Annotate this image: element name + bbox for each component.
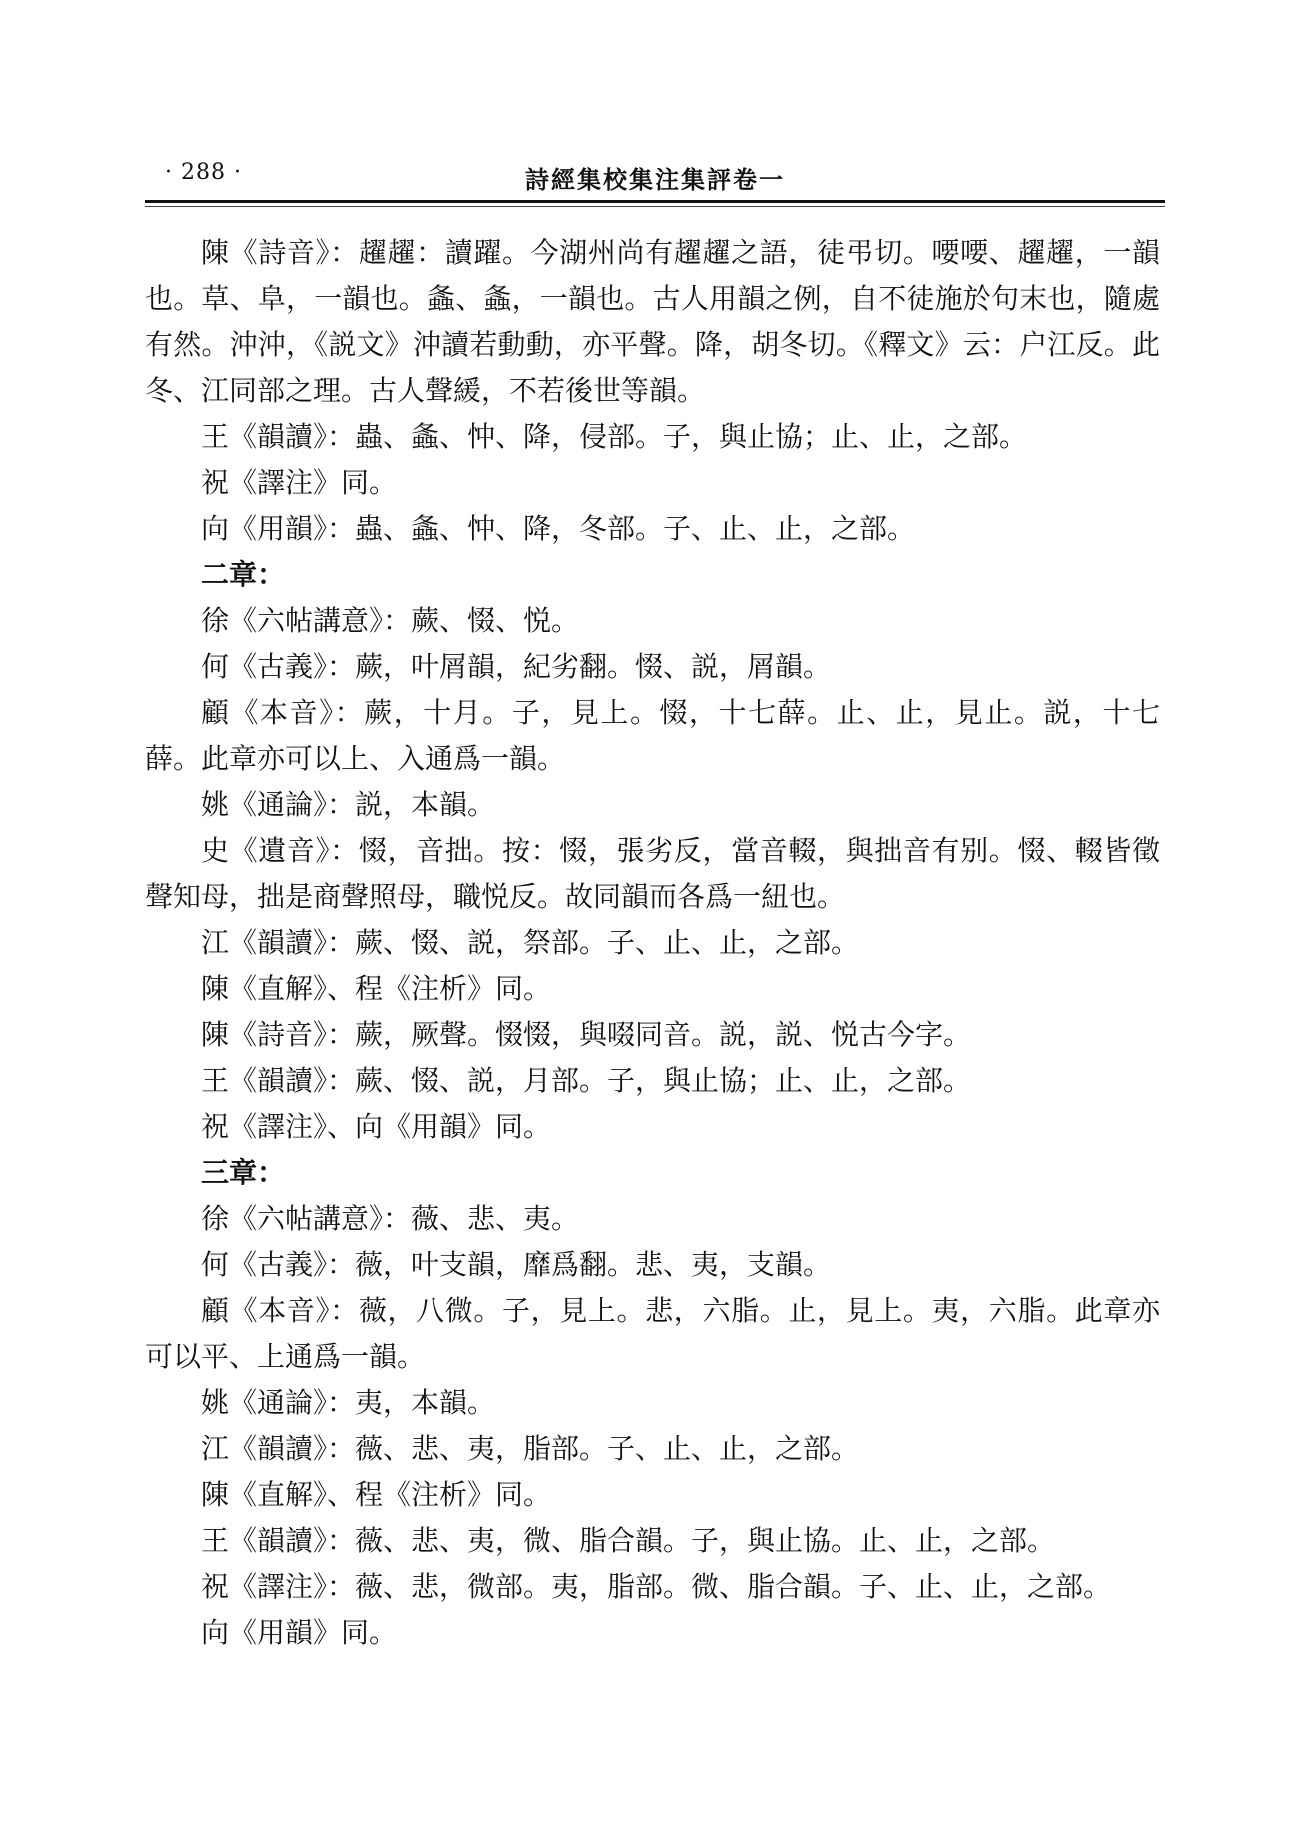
paragraph: 祝《譯注》同。 bbox=[201, 466, 398, 499]
paragraph: 何《古義》：蕨，叶屑韻，紀劣翻。惙、説，屑韻。 bbox=[201, 650, 832, 683]
header-rule-thin bbox=[145, 206, 1165, 207]
paragraph: 陳《詩音》：蕨，厥聲。惙惙，與啜同音。説，説、悦古今字。 bbox=[201, 1018, 972, 1051]
paragraph: 顧《本音》：薇，八微。子，見上。悲，六脂。止，見上。夷，六脂。此章亦可以平、上通爲一韻。 bbox=[145, 1294, 1160, 1373]
paragraph: 王《韻讀》：薇、悲、夷，微、脂合韻。子，與止協。止、止，之部。 bbox=[201, 1524, 1056, 1557]
paragraph: 姚《通論》：説，本韻。 bbox=[201, 788, 496, 821]
paragraph: 江《韻讀》：蕨、惙、説，祭部。子、止、止，之部。 bbox=[201, 926, 860, 959]
section-heading: 二章： bbox=[201, 558, 286, 591]
section-heading: 三章： bbox=[201, 1156, 286, 1189]
paragraph: 陳《直解》、程《注析》同。 bbox=[201, 972, 552, 1005]
paragraph: 王《韻讀》：蟲、螽、忡、降，侵部。子，與止協；止、止，之部。 bbox=[201, 420, 1028, 453]
paragraph: 史《遺音》：惙，音拙。按：惙，張劣反，當音輟，與拙音有别。惙、輟皆徵聲知母，拙是商聲照母，職悦反。故同韻而各爲一紐也。 bbox=[145, 834, 1160, 913]
paragraph: 顧《本音》：蕨，十月。子，見上。惙，十七薛。止、止，見止。説，十七薛。此章亦可以上、入通爲一韻。 bbox=[145, 696, 1160, 775]
paragraph: 陳《詩音》：趯趯：讀躍。今湖州尚有趯趯之語，徒弔切。喓喓、趯趯，一韻也。草、阜，一韻也。螽、螽，一韻也。古人用韻之例，自不徒施於句末也，隨處有然。沖沖，《説文》沖讀若動動，亦平聲。降，胡冬切。《釋文》云：户江反。此冬、江同部之理。古人聲緩，不若後世等韻。 bbox=[145, 236, 1160, 407]
header-rule-thick bbox=[145, 200, 1165, 203]
page-header bbox=[145, 160, 1165, 192]
paragraph: 江《韻讀》：薇、悲、夷，脂部。子、止、止，之部。 bbox=[201, 1432, 860, 1465]
paragraph: 陳《直解》、程《注析》同。 bbox=[201, 1478, 552, 1511]
paragraph: 王《韻讀》：蕨、惙、説，月部。子，與止協；止、止，之部。 bbox=[201, 1064, 972, 1097]
paragraph: 姚《通論》：夷，本韻。 bbox=[201, 1386, 496, 1419]
page-number: · 288 · bbox=[165, 160, 242, 185]
paragraph: 祝《譯注》：薇、悲，微部。夷，脂部。微、脂合韻。子、止、止，之部。 bbox=[201, 1570, 1112, 1603]
running-title: 詩經集校集注集評卷一 bbox=[525, 165, 785, 194]
paragraph: 徐《六帖講意》：薇、悲、夷。 bbox=[201, 1202, 580, 1235]
paragraph: 何《古義》：薇，叶支韻，靡爲翻。悲、夷，支韻。 bbox=[201, 1248, 832, 1281]
paragraph: 向《用韻》：蟲、螽、忡、降，冬部。子、止、止，之部。 bbox=[201, 512, 916, 545]
paragraph: 祝《譯注》、向《用韻》同。 bbox=[201, 1110, 552, 1143]
paragraph: 向《用韻》同。 bbox=[201, 1616, 398, 1649]
paragraph: 徐《六帖講意》：蕨、惙、悦。 bbox=[201, 604, 580, 637]
text-body bbox=[145, 230, 1160, 1656]
